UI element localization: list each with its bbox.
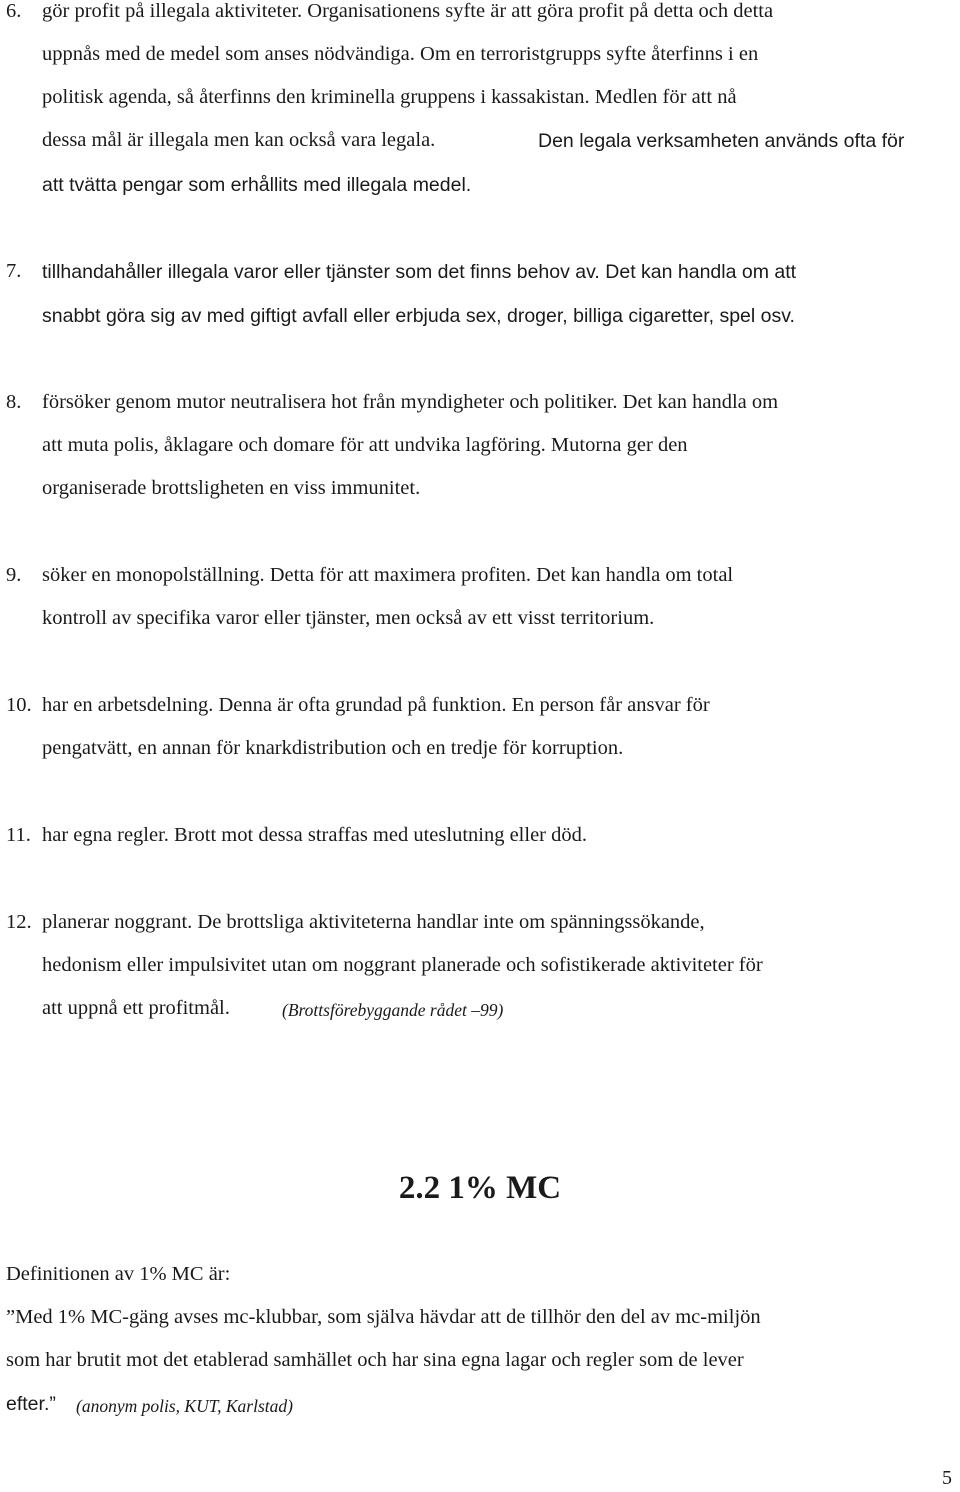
item-text-line: att tvätta pengar som erhållits med illegala medel.: [42, 174, 472, 196]
quote-citation: (anonym polis, KUT, Karlstad): [76, 1396, 293, 1416]
item-number: 9.: [6, 564, 22, 586]
item-text-line: att uppnå ett profitmål.: [42, 997, 230, 1019]
item-text-line: söker en monopolställning. Detta för att maximera profiten. Det kan handla om total: [42, 564, 734, 586]
item-text-line: att muta polis, åklagare och domare för att undvika lagföring. Mutorna ger den: [42, 434, 688, 456]
item-text-line: snabbt göra sig av med giftigt avfall eller erbjuda sex, droger, billiga cigaretter, spel osv.: [42, 305, 795, 327]
item-text-line: gör profit på illegala aktiviteter. Organisationens syfte är att göra profit på detta och detta: [42, 0, 774, 22]
item-number: 7.: [6, 260, 22, 282]
item-text-line: har en arbetsdelning. Denna är ofta grundad på funktion. En person får ansvar för: [42, 694, 710, 716]
item-text-line: har egna regler. Brott mot dessa straffas med uteslutning eller död.: [42, 824, 588, 846]
citation: (Brottsförebyggande rådet –99): [282, 1000, 504, 1020]
item-number: 10.: [6, 694, 32, 716]
section-heading-text: 2.2 1% MC: [398, 1170, 562, 1206]
item-text-line: pengatvätt, en annan för knarkdistribution och en tredje för korruption.: [42, 737, 624, 759]
item-text-line: planerar noggrant. De brottsliga aktiviteterna handlar inte om spänningssökande,: [42, 911, 705, 933]
item-number: 6.: [6, 0, 22, 22]
definition-label: Definitionen av 1% MC är:: [6, 1263, 231, 1285]
item-number: 12.: [6, 911, 32, 933]
item-number: 8.: [6, 391, 22, 413]
item-text-line: dessa mål är illegala men kan också vara legala.: [42, 129, 436, 151]
item-number: 11.: [6, 824, 31, 846]
item-text-line: försöker genom mutor neutralisera hot från myndigheter och politiker. Det kan handla om: [42, 391, 779, 413]
page-number: 5: [942, 1467, 952, 1489]
item-text-line: organiserade brottsligheten en viss immunitet.: [42, 477, 421, 499]
item-text-line: tillhandahåller illegala varor eller tjänster som det finns behov av. Det kan handla om att: [42, 261, 797, 283]
item-text-line: uppnås med de medel som anses nödvändiga. Om en terroristgrupps syfte återfinns i en: [42, 43, 759, 65]
quote-line: ”Med 1% MC-gäng avses mc-klubbar, som själva hävdar att de tillhör den del av mc-miljön: [6, 1306, 761, 1328]
quote-line: som har brutit mot det etablerad samhället och har sina egna lagar och regler som de lever: [6, 1349, 744, 1371]
item-text-line: Den legala verksamheten används ofta för: [538, 130, 905, 152]
item-text-line: politisk agenda, så återfinns den kriminella gruppens i kassakistan. Medlen för att nå: [42, 86, 737, 108]
item-text-line: hedonism eller impulsivitet utan om noggrant planerade och sofistikerade aktiviteter för: [42, 954, 763, 976]
section-heading: [0, 1170, 960, 1207]
quote-end: efter.”: [6, 1393, 56, 1415]
item-text-line: kontroll av specifika varor eller tjänster, men också av ett visst territorium.: [42, 607, 655, 629]
